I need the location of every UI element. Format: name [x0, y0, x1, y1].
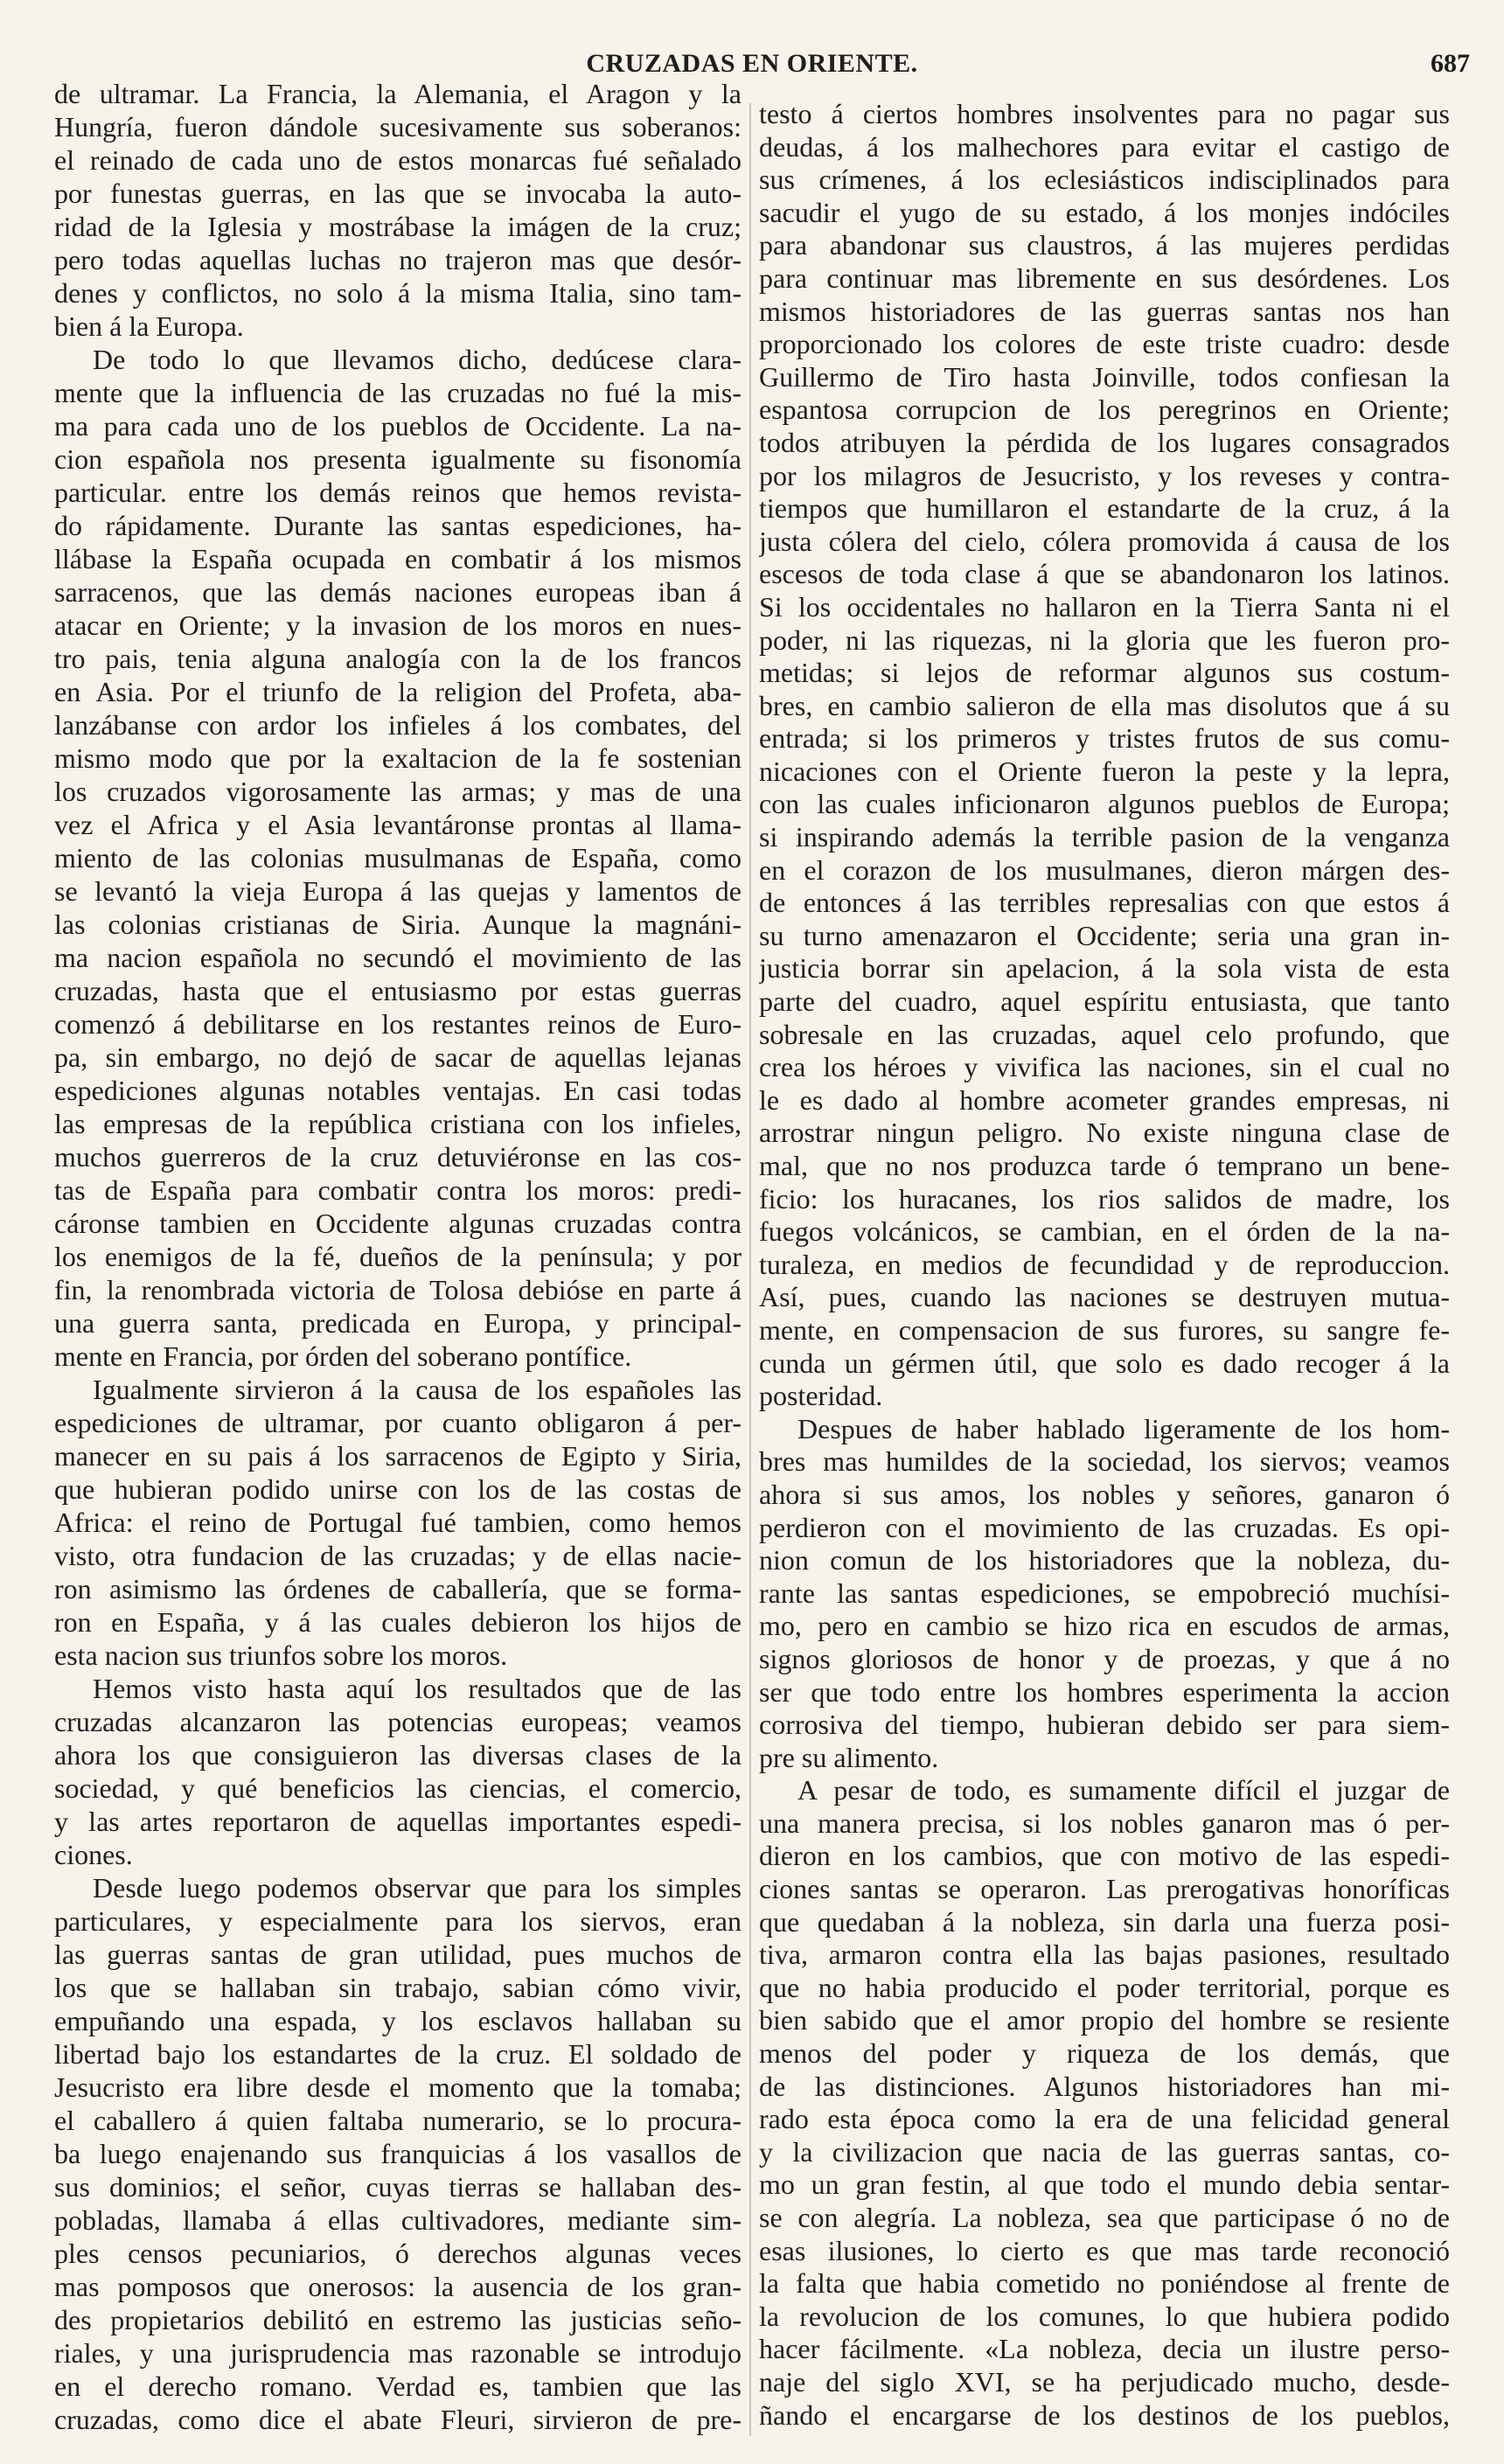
- text-line: escesos de toda clase á que se abandonaron los latinos.: [759, 558, 1450, 590]
- text-line: mo, pero en cambio se hizo rica en escudos de armas,: [759, 1610, 1450, 1642]
- text-line: esta nacion sus triunfos sobre los moros.: [54, 1639, 508, 1671]
- text-line: particulares, y especialmente para los siervos, eran: [54, 1905, 742, 1937]
- text-line: cruzadas alcanzaron las potencias europeas; veamos: [54, 1706, 742, 1737]
- text-line: do rápidamente. Durante las santas espediciones, ha-: [54, 510, 742, 541]
- text-line: cion española nos presenta igualmente su fisonomía: [54, 443, 742, 475]
- text-line: ahora si sus amos, los nobles y señores, ganaron ó: [759, 1478, 1450, 1510]
- text-line: De todo lo que llevamos dicho, dedúcese clara-: [93, 344, 742, 375]
- text-line: que quedaban á la nobleza, sin darla una fuerza posi-: [759, 1905, 1450, 1938]
- text-line: tiempos que humillaron el estandarte de la cruz, á la: [759, 492, 1450, 525]
- text-line: esas ilusiones, lo cierto es que mas tarde reconoció: [759, 2234, 1450, 2266]
- text-line: libertad bajo los estandartes de la cruz. El soldado de: [54, 2038, 742, 2070]
- text-line: pre su alimento.: [759, 1741, 939, 1773]
- text-line: sarracenos, que las demás naciones europeas iban á: [54, 576, 742, 608]
- text-line: ciones santas se operaron. Las prerogativas honoríficas: [759, 1873, 1450, 1905]
- text-line: sus dominios; el señor, cuyas tierras se hallaban des-: [54, 2171, 742, 2203]
- text-line: espediciones de ultramar, por cuanto obligaron á per-: [54, 1407, 742, 1438]
- text-line: los cruzados vigorosamente las armas; y mas de una: [54, 776, 742, 807]
- text-line: atacar en Oriente; y la invasion de los moros en nues-: [54, 609, 742, 641]
- text-line: le es dado al hombre acometer grandes empresas, ni: [759, 1083, 1450, 1116]
- paragraph: [759, 98, 1450, 1413]
- text-line: rante las santas espediciones, se empobreció muchísi-: [759, 1577, 1450, 1609]
- text-line: cáronse tambien en Occidente algunas cruzadas contra: [54, 1208, 742, 1239]
- text-line: visto, otra fundacion de las cruzadas; y de ellas nacie-: [54, 1540, 742, 1571]
- text-line: y las artes reportaron de aquellas importantes espedi-: [54, 1806, 742, 1837]
- text-line: nion comun de los historiadores que la nobleza, du-: [759, 1544, 1450, 1577]
- text-line: ciones.: [54, 1839, 133, 1870]
- text-line: sobresale en las cruzadas, aquel celo profundo, que: [759, 1018, 1450, 1050]
- text-line: bres mas humildes de la sociedad, los siervos; veamos: [759, 1445, 1450, 1478]
- text-line: ñando el encargarse de los destinos de los pueblos,: [759, 2398, 1450, 2431]
- text-line: comenzó á debilitarse en los restantes reinos de Euro-: [54, 1008, 742, 1040]
- text-line: ron asimismo las órdenes de caballería, que se forma-: [54, 1573, 742, 1604]
- text-line: justicia borrar sin apelacion, á la sola vista de esta: [759, 952, 1450, 985]
- paragraph: [54, 77, 742, 343]
- text-line: por los milagros de Jesucristo, y los reveses y contra-: [759, 459, 1450, 491]
- right-column: [759, 98, 1450, 2432]
- text-line: corrosiva del tiempo, hubieran debido ser para siem-: [759, 1709, 1450, 1741]
- text-line: menos del poder y riqueza de los demás, que: [759, 2037, 1450, 2070]
- text-line: pero todas aquellas luchas no trajeron mas que desór-: [54, 244, 742, 275]
- text-line: para continuar mas libremente en sus desórdenes. Los: [759, 261, 1450, 294]
- text-line: fin, la renombrada victoria de Tolosa debióse en parte á: [54, 1274, 742, 1305]
- text-line: cruzadas, como dice el abate Fleuri, sirvieron de pre-: [54, 2404, 742, 2435]
- text-line: de ultramar. La Francia, la Alemania, el Aragon y la: [54, 78, 742, 109]
- text-line: la falta que habia cometido no poniéndose al frente de: [759, 2267, 1450, 2300]
- text-line: con las cuales inficionaron algunos pueblos de Europa;: [759, 788, 1450, 820]
- paragraph: [54, 1871, 742, 2436]
- text-line: cunda un gérmen útil, que solo es dado recoger á la: [759, 1347, 1450, 1379]
- text-line: entrada; si los primeros y tristes frutos de sus comu-: [759, 722, 1450, 755]
- text-line: en Asia. Por el triunfo de la religion del Profeta, aba-: [54, 676, 742, 707]
- text-line: todos atribuyen la pérdida de los lugares consagrados: [759, 426, 1450, 458]
- text-line: bien á la Europa.: [54, 310, 244, 342]
- text-line: riales, y una jurisprudencia mas razonable se introdujo: [54, 2337, 742, 2369]
- text-line: arrostrar ningun peligro. No existe ninguna clase de: [759, 1117, 1450, 1149]
- text-line: cruzadas, hasta que el entusiasmo por estas guerras: [54, 975, 742, 1006]
- text-line: si inspirando además la terrible pasion de la venganza: [759, 821, 1450, 853]
- text-line: ridad de la Iglesia y mostrábase la imágen de la cruz;: [54, 211, 742, 242]
- text-line: ron en España, y á las cuales debieron los hijos de: [54, 1606, 742, 1638]
- text-line: tas de España para combatir contra los moros: predi-: [54, 1174, 742, 1206]
- left-column: [54, 77, 742, 2436]
- text-line: mal, que no nos produzca tarde ó temprano un bene-: [759, 1150, 1450, 1181]
- text-line: mismo modo que por la exaltacion de la fe sostenian: [54, 742, 742, 774]
- text-line: el caballero á quien faltaba numerario, se lo procura-: [54, 2105, 742, 2136]
- paragraph: [54, 1373, 742, 1672]
- text-line: muchos guerreros de la cruz detuviéronse en las cos-: [54, 1141, 742, 1173]
- paragraph: [759, 1413, 1450, 1775]
- text-line: llábase la España ocupada en combatir á los mismos: [54, 543, 742, 574]
- text-line: ma nacion española no secundó el movimiento de las: [54, 942, 742, 973]
- text-line: testo á ciertos hombres insolventes para no pagar sus: [759, 98, 1450, 129]
- text-line: posteridad.: [759, 1380, 883, 1412]
- text-line: mo un gran festin, al que todo el mundo debia sentar-: [759, 2168, 1450, 2201]
- text-line: pobladas, llamaba á ellas cultivadores, mediante sim-: [54, 2204, 742, 2236]
- text-line: Igualmente sirvieron á la causa de los españoles las: [93, 1374, 742, 1405]
- text-line: de entonces á las terribles represalias con que estos á: [759, 887, 1450, 919]
- text-line: crea los héroes y vivifica las naciones, sin el cual no: [759, 1051, 1450, 1083]
- text-line: ahora los que consiguieron las diversas clases de la: [54, 1739, 742, 1771]
- paragraph: [54, 1672, 742, 1871]
- text-line: Desde luego podemos observar que para los simples: [93, 1872, 742, 1904]
- running-title: CRUZADAS EN ORIENTE.: [586, 49, 918, 78]
- text-line: por funestas guerras, en las que se invocaba la auto-: [54, 177, 742, 209]
- text-line: Hemos visto hasta aquí los resultados que de las: [93, 1673, 742, 1704]
- text-line: nicaciones con el Oriente fueron la peste y la lepra,: [759, 755, 1450, 787]
- text-line: una guerra santa, predicada en Europa, y principal-: [54, 1307, 742, 1339]
- text-line: que hubieran podido unirse con los de las costas de: [54, 1473, 742, 1505]
- text-line: mente en Francia, por órden del soberano pontífice.: [54, 1340, 632, 1372]
- text-line: perdieron con el movimiento de las cruzadas. Es opi-: [759, 1511, 1450, 1543]
- text-line: naje del siglo XVI, se ha perjudicado mucho, desde-: [759, 2365, 1450, 2398]
- text-line: miento de las colonias musulmanas de España, como: [54, 842, 742, 874]
- text-line: ba luego enajenando sus franquicias á los vasallos de: [54, 2138, 742, 2169]
- text-line: ples censos pecuniarios, ó derechos algunas veces: [54, 2238, 742, 2269]
- text-line: pa, sin embargo, no dejó de sacar de aquellas lejanas: [54, 1041, 742, 1073]
- text-line: mente que la influencia de las cruzadas no fué la mis-: [54, 377, 742, 408]
- text-line: la revolucion de los comunes, lo que hubiera podido: [759, 2300, 1450, 2332]
- text-line: proporcionado los colores de este triste cuadro: desde: [759, 328, 1450, 360]
- text-line: dieron en los cambios, que con motivo de las espedi-: [759, 1840, 1450, 1872]
- text-line: que no habia producido el poder territorial, porque es: [759, 1971, 1450, 2003]
- text-line: tro pais, tenia alguna analogía con la de los francos: [54, 643, 742, 674]
- text-line: las colonias cristianas de Siria. Aunque la magnáni-: [54, 908, 742, 940]
- text-line: sociedad, y qué beneficios las ciencias, el comercio,: [54, 1772, 742, 1804]
- text-line: una manera precisa, si los nobles ganaron mas ó per-: [759, 1806, 1450, 1839]
- text-line: sus crímenes, á los eclesiásticos indisciplinados para: [759, 164, 1450, 196]
- text-line: deudas, á los malhechores para evitar el castigo de: [759, 130, 1450, 163]
- text-line: lanzábanse con ardor los infieles á los combates, del: [54, 709, 742, 741]
- text-line: mismos historiadores de las guerras santas nos han: [759, 295, 1450, 327]
- column-rule: [749, 103, 751, 2436]
- text-line: mente, en compensacion de sus furores, su sangre fe-: [759, 1313, 1450, 1346]
- text-line: espantosa corrupcion de los peregrinos en Oriente;: [759, 393, 1450, 426]
- text-line: Despues de haber hablado ligeramente de los hom-: [797, 1412, 1450, 1444]
- text-line: su turno amenazaron el Occidente; seria una gran in-: [759, 919, 1450, 951]
- text-line: metidas; si lejos de reformar algunos sus costum-: [759, 657, 1450, 689]
- text-line: empuñando una espada, y los esclavos hallaban su: [54, 2005, 742, 2036]
- text-line: Si los occidentales no hallaron en la Tierra Santa ni el: [759, 590, 1450, 623]
- text-line: espediciones algunas notables ventajas. En casi todas: [54, 1075, 742, 1106]
- text-line: se levantó la vieja Europa á las quejas y lamentos de: [54, 875, 742, 907]
- text-line: justa cólera del cielo, cólera promovida á causa de los: [759, 525, 1450, 557]
- text-line: y la civilizacion que nacia de las guerras santas, co-: [759, 2135, 1450, 2168]
- text-line: los que se hallaban sin trabajo, sabian cómo vivir,: [54, 1972, 742, 2003]
- text-line: los enemigos de la fé, dueños de la península; y por: [54, 1241, 742, 1272]
- text-line: bres, en cambio salieron de ella mas disolutos que á su: [759, 689, 1450, 721]
- text-line: Hungría, fueron dándole sucesivamente sus soberanos:: [54, 111, 742, 143]
- text-line: en el derecho romano. Verdad es, tambien que las: [54, 2370, 742, 2402]
- text-line: en el corazon de los musulmanes, dieron márgen des-: [759, 853, 1450, 886]
- text-line: bien sabido que el amor propio del hombre se resiente: [759, 2004, 1450, 2036]
- text-line: denes y conflictos, no solo á la misma Italia, sino tam-: [54, 277, 742, 309]
- text-line: fuegos volcánicos, se cambian, en el órden de la na-: [759, 1215, 1450, 1248]
- text-line: A pesar de todo, es sumamente difícil el juzgar de: [797, 1774, 1450, 1806]
- text-line: el reinado de cada uno de estos monarcas fué señalado: [54, 144, 742, 176]
- text-line: mas pomposos que onerosos: la ausencia de los gran-: [54, 2271, 742, 2302]
- paragraph: [54, 343, 742, 1373]
- text-line: rado esta época como la era de una felicidad general: [759, 2103, 1450, 2135]
- text-line: las guerras santas de gran utilidad, pues muchos de: [54, 1938, 742, 1970]
- text-line: des propietarios debilitó en estremo las justicias seño-: [54, 2304, 742, 2335]
- text-line: las empresas de la república cristiana con los infieles,: [54, 1108, 742, 1139]
- text-line: poder, ni las riquezas, ni la gloria que les fueron pro-: [759, 623, 1450, 656]
- text-line: de las distinciones. Algunos historiadores han mi-: [759, 2070, 1450, 2102]
- text-line: manecer en su pais á los sarracenos de Egipto y Siria,: [54, 1440, 742, 1472]
- text-line: para abandonar sus claustros, á las mujeres perdidas: [759, 229, 1450, 261]
- text-line: Guillermo de Tiro hasta Joinville, todos confiesan la: [759, 360, 1450, 393]
- text-line: ma para cada uno de los pueblos de Occidente. La na-: [54, 410, 742, 442]
- text-line: ficio: los huracanes, los rios salidos de madre, los: [759, 1182, 1450, 1215]
- text-line: parte del cuadro, aquel espíritu entusiasta, que tanto: [759, 985, 1450, 1018]
- text-line: Jesucristo era libre desde el momento que la tomaba;: [54, 2071, 742, 2103]
- text-line: se con alegría. La nobleza, sea que participase ó no de: [759, 2202, 1450, 2233]
- text-line: tiva, armaron contra ella las bajas pasiones, resultado: [759, 1938, 1450, 1971]
- page-number: 687: [1431, 49, 1470, 78]
- text-line: sacudir el yugo de su estado, á los monjes indóciles: [759, 196, 1450, 228]
- text-line: Africa: el reino de Portugal fué tambien, como hemos: [54, 1507, 742, 1538]
- text-line: turaleza, en medios de fecundidad y de reproduccion.: [759, 1248, 1450, 1280]
- text-line: signos gloriosos de honor y de proezas, y que á no: [759, 1642, 1450, 1674]
- text-line: hacer fácilmente. «La nobleza, decia un ilustre perso-: [759, 2333, 1450, 2365]
- text-line: Así, pues, cuando las naciones se destruyen mutua-: [759, 1281, 1450, 1313]
- text-line: vez el Africa y el Asia levantáronse prontas al llama-: [54, 809, 742, 840]
- text-line: ser que todo entre los hombres esperimenta la accion: [759, 1675, 1450, 1708]
- text-line: particular. entre los demás reinos que hemos revista-: [54, 477, 742, 508]
- paragraph: [759, 1774, 1450, 2432]
